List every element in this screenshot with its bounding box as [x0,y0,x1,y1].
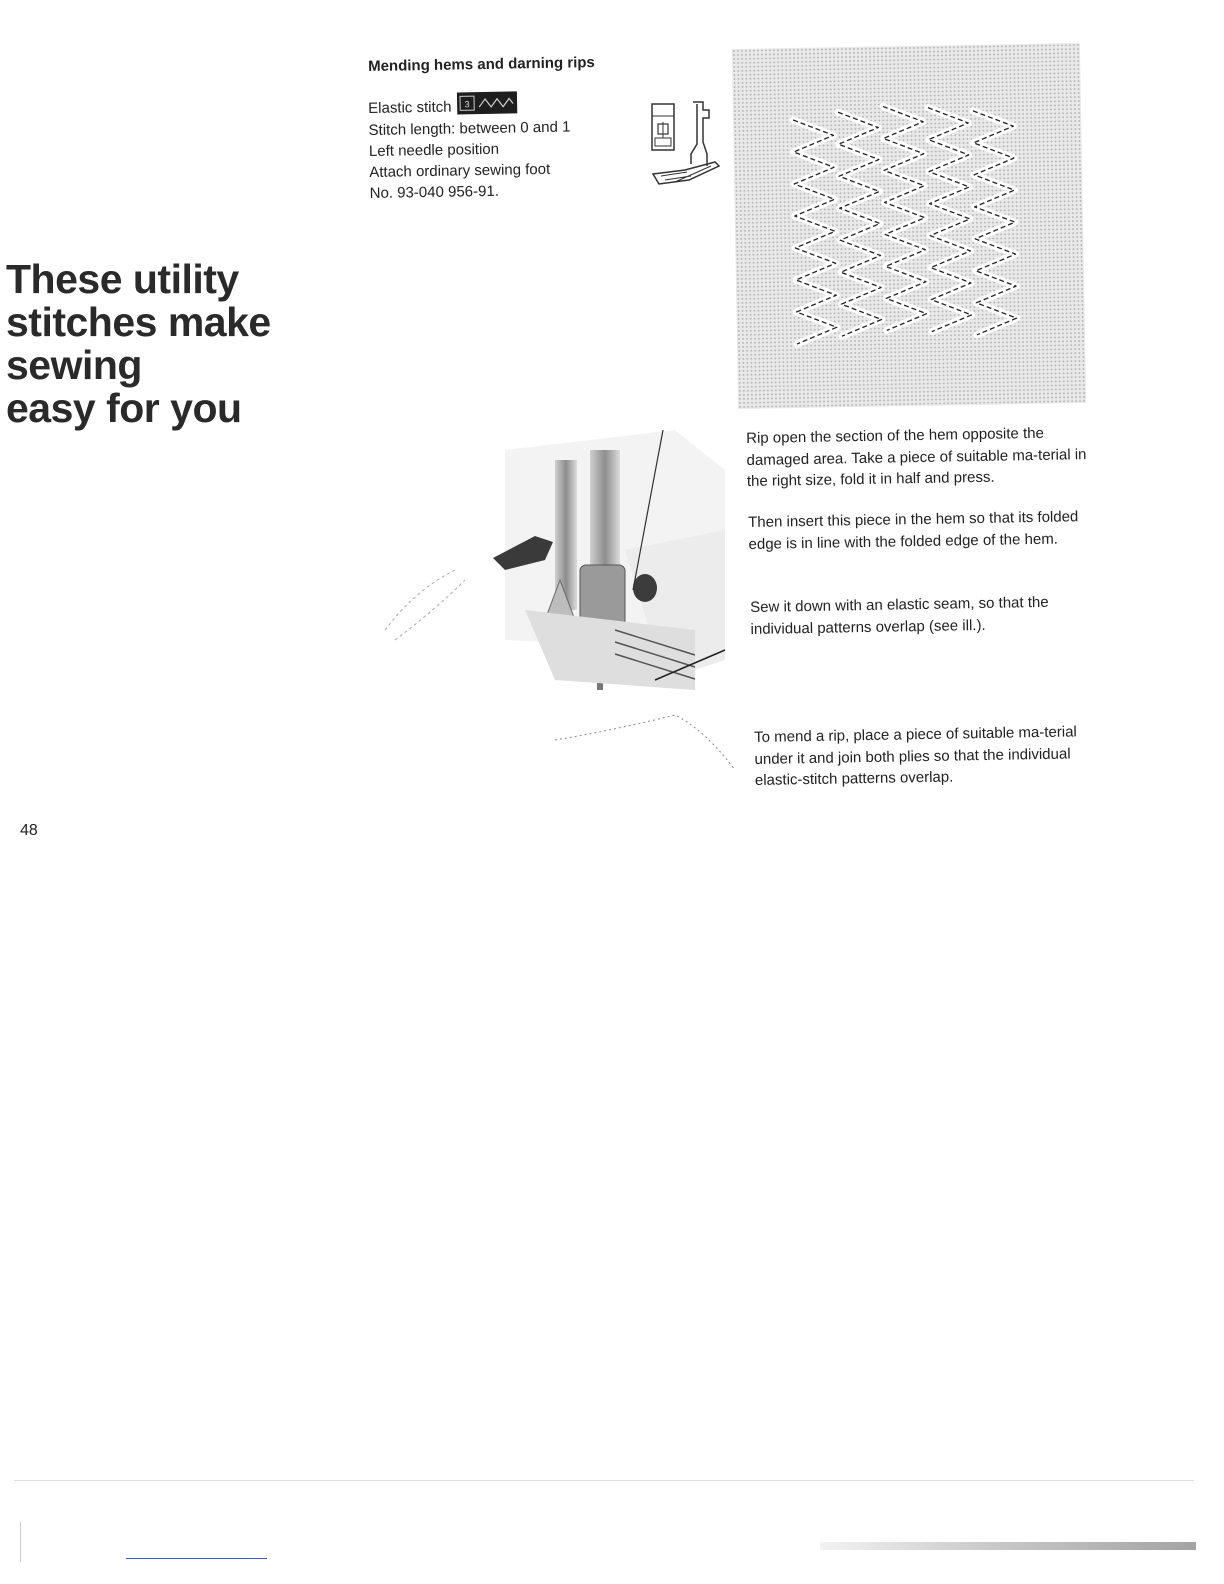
scan-gray-bar [820,1542,1196,1550]
page-headline [6,258,306,430]
elastic-stitch-illustration [732,43,1086,409]
page-number: 48 [20,822,38,839]
setting-elastic-stitch: Elastic stitch [368,98,452,117]
instruction-paragraph-1: Rip open the section of the hem opposite the damaged area. Take a piece of suitable ma-terial in the right size, fold it in half and press. [746,424,1087,490]
scan-blue-line [126,1558,267,1559]
badge-number: 3 [464,99,471,110]
headline-line-1: These utility [6,256,239,302]
stitch-settings [368,94,572,204]
headline-line-3: sewing [6,342,142,388]
sewing-machine-needle-photo [375,430,735,790]
setting-stitch-length: Stitch length: between 0 and 1 [368,118,571,140]
instruction-paragraph-4: To mend a rip, place a piece of suitable ma-terial under it and join both plies so that the individual elastic-stitch patterns overlap. [754,723,1077,789]
headline-line-4: easy for you [6,385,242,431]
scan-edge-mark [20,1522,21,1562]
presser-foot-icon [645,96,725,196]
section-title: Mending hems and darning rips [368,54,595,75]
instruction-paragraph-2: Then insert this piece in the hem so that its folded edge is in line with the folded edge of the hem. [748,508,1079,553]
page-bottom-rule [14,1480,1194,1481]
elastic-stitch-badge-icon [457,91,517,114]
instruction-paragraph-3: Sew it down with an elastic seam, so that the individual patterns overlap (see ill.). [750,593,1049,638]
headline-line-2: stitches make [6,299,271,345]
setting-needle-position: Left needle position [368,140,500,161]
setting-sewing-foot: Attach ordinary sewing foot [369,160,551,182]
setting-foot-number: No. 93-040 956-91. [369,182,500,203]
